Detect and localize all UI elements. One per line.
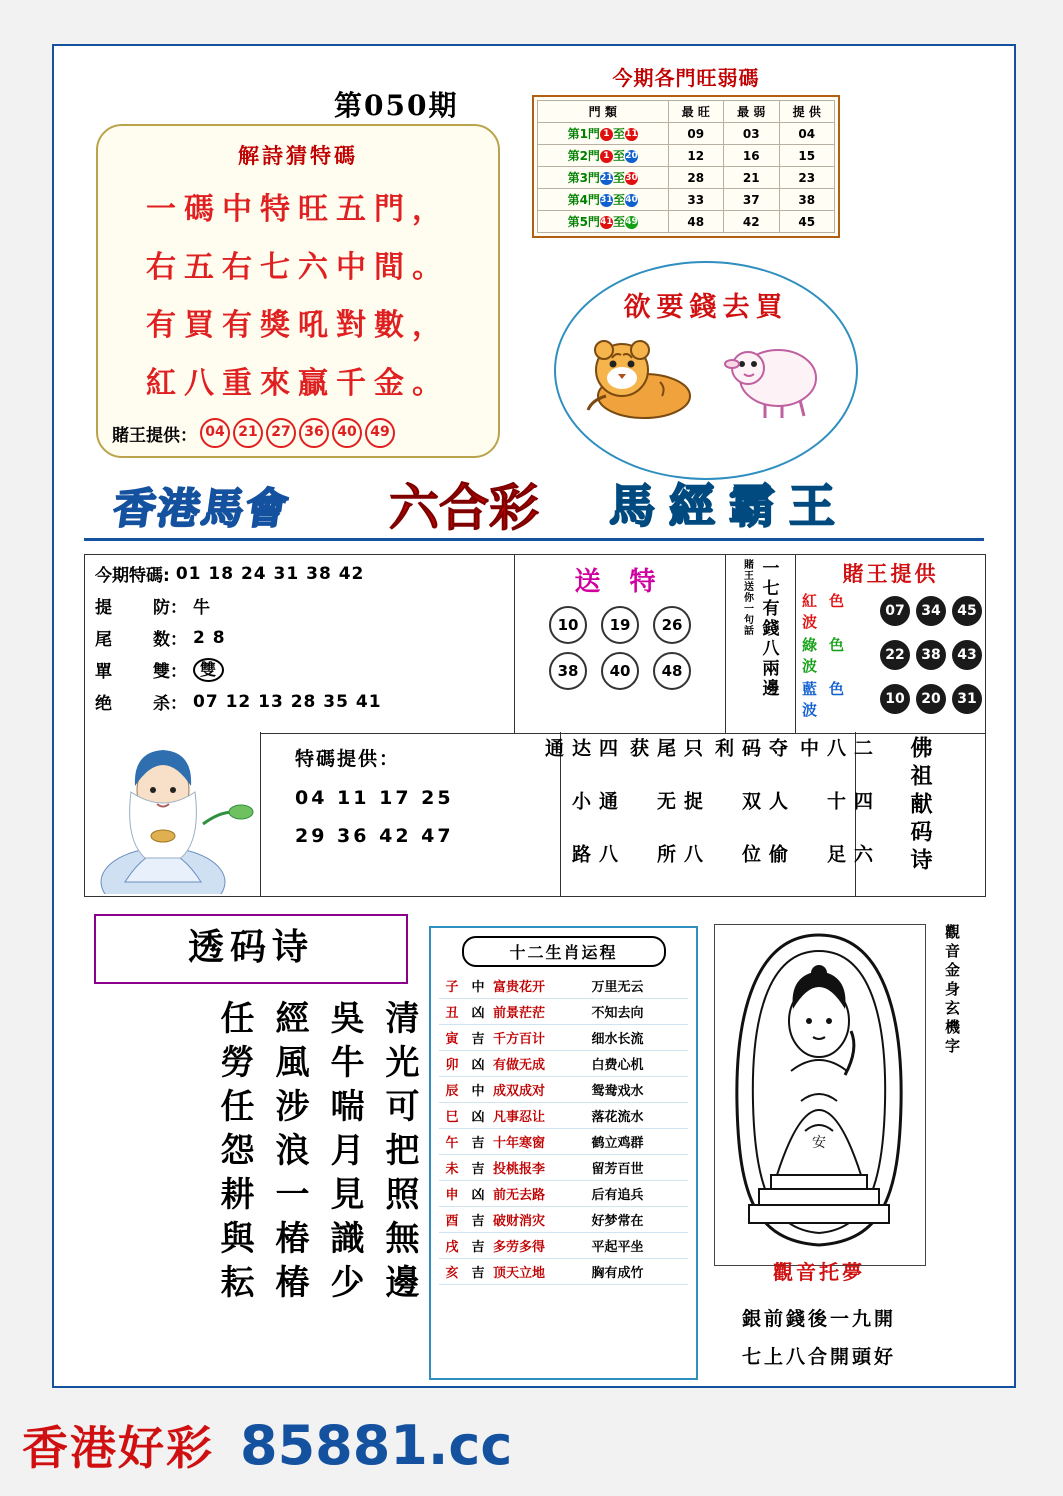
table-row: [439, 1155, 688, 1181]
gambler-ball: 31: [952, 684, 982, 714]
info-key: 單: [95, 662, 112, 682]
logo-band: [84, 464, 984, 552]
poster-page: [52, 44, 1016, 1388]
buddha-line-1: 銀前錢後一九開: [741, 1308, 896, 1330]
hot-cell: 33: [668, 189, 723, 211]
gambler-group: [796, 590, 985, 632]
gambler-ball: 07: [880, 596, 910, 626]
gambler-group-label: 藍色波: [802, 680, 857, 719]
col-cold: 最 弱: [724, 101, 779, 123]
poem-number: 36: [299, 418, 329, 448]
tema-supply: [261, 732, 561, 896]
info-key: 尾: [95, 630, 112, 650]
tiger-icon: [582, 334, 702, 424]
zodiac-luck: 吉: [465, 1129, 491, 1155]
issue-number: 第050期: [334, 89, 459, 122]
zodiac-animal: 辰: [439, 1077, 465, 1103]
range-to-ball: 40: [625, 195, 638, 205]
songte-ball: 38: [549, 652, 587, 690]
zodiac-phrase2: 鹤立鸡群: [590, 1129, 689, 1155]
strength-table-title: 今期各門旺弱碼: [612, 66, 760, 90]
buddha-poem-col: 四 通 八 达 小 路 通: [542, 738, 618, 869]
zodiac-animal: 酉: [439, 1207, 465, 1233]
songte-ball: 19: [601, 606, 639, 644]
zodiac-phrase2: 留芳百世: [590, 1155, 689, 1181]
gambler-panel: [796, 555, 985, 733]
zodiac-phrase1: 前景茫茫: [491, 999, 590, 1025]
special-label: 今期特碼:: [95, 566, 170, 586]
footer-url[interactable]: 85881.cc: [240, 1413, 513, 1477]
supply-cell: 38: [779, 189, 835, 211]
big-poem-col: 吳牛喘月見識少: [324, 1000, 364, 1308]
table-header-row: [538, 101, 835, 123]
songte-balls: [515, 606, 725, 690]
table-row: [538, 167, 835, 189]
big-poem-col: 經風涉浪一椿椿: [269, 1000, 309, 1308]
gambler-ball: 20: [916, 684, 946, 714]
zodiac-phrase2: 白费心机: [590, 1051, 689, 1077]
info-value: 07 12 13 28 35 41: [193, 691, 382, 712]
info-value: 2 8: [193, 627, 226, 648]
side-big-text: 一七有錢八兩邊: [758, 559, 779, 699]
tema-numbers-line: 04 11 17 25: [295, 787, 454, 809]
promo-title: 欲要錢去買: [623, 292, 789, 323]
gambler-balls: [880, 684, 982, 714]
men-cell: 第3門21至30: [538, 167, 669, 189]
brand-lottery: 六合彩: [389, 478, 539, 537]
zodiac-luck: 凶: [465, 1051, 491, 1077]
supply-cell: 04: [779, 123, 835, 145]
zodiac-phrase2: 好梦常在: [590, 1207, 689, 1233]
info-value: 牛: [193, 598, 211, 618]
toumashi-box: [94, 914, 408, 984]
guanyin-portrait: [85, 732, 261, 896]
zodiac-table: [439, 973, 688, 1285]
gambler-ball: 43: [952, 640, 982, 670]
hot-cell: 28: [668, 167, 723, 189]
guanyin-figure-icon: [85, 732, 260, 894]
buddha-poem-col: 二 四 六 八 十 足 中: [797, 738, 873, 869]
cold-cell: 03: [724, 123, 779, 145]
supply-cell: 23: [779, 167, 835, 189]
songte-panel: [515, 555, 726, 733]
zodiac-animal: 卯: [439, 1051, 465, 1077]
zodiac-phrase1: 顶天立地: [491, 1259, 590, 1285]
side-small-text: 賭王送你一句話: [741, 559, 753, 636]
zodiac-phrase1: 有做无成: [491, 1051, 590, 1077]
songte-ball-row: [549, 652, 691, 690]
hot-cell: 12: [668, 145, 723, 167]
info-row: [95, 657, 504, 682]
riddle-poem-box: [96, 124, 500, 458]
zodiac-luck: 中: [465, 1077, 491, 1103]
gambler-group-label: 紅色波: [802, 592, 857, 631]
zodiac-luck: 吉: [465, 1155, 491, 1181]
zodiac-phrase1: 千方百计: [491, 1025, 590, 1051]
poem-line: 右五右七六中間。: [146, 250, 450, 285]
info-row: [95, 593, 504, 618]
gambler-balls: [880, 596, 982, 626]
zodiac-luck: 吉: [465, 1259, 491, 1285]
table-row: [538, 189, 835, 211]
zodiac-animal: 子: [439, 973, 465, 999]
zodiac-luck: 中: [465, 973, 491, 999]
footer-bar: [0, 1400, 1063, 1490]
info-row: [95, 689, 504, 714]
gambler-balls: [880, 640, 982, 670]
zodiac-luck: 吉: [465, 1233, 491, 1259]
buddha-line-2: 七上八合開頭好: [741, 1346, 896, 1368]
cold-cell: 37: [724, 189, 779, 211]
zodiac-phrase2: 平起平坐: [590, 1233, 689, 1259]
songte-ball: 40: [601, 652, 639, 690]
zodiac-phrase1: 投桃报李: [491, 1155, 590, 1181]
info-key2: 防：: [153, 598, 187, 618]
zodiac-phrase1: 成双成对: [491, 1077, 590, 1103]
zodiac-title: 十二生肖运程: [462, 936, 666, 967]
strength-table: [537, 100, 835, 233]
sheep-icon: [720, 334, 830, 424]
table-row: [538, 211, 835, 233]
info-grid: [84, 554, 986, 734]
range-from-ball: 1: [600, 150, 613, 163]
songte-ball: 10: [549, 606, 587, 644]
col-hot: 最 旺: [668, 101, 723, 123]
supply-cell: 45: [779, 211, 835, 233]
toumashi-title: 透码诗: [187, 926, 314, 968]
zodiac-phrase1: 破财消灾: [491, 1207, 590, 1233]
gambler-title: 賭王提供: [842, 561, 939, 586]
songte-title: 送 特: [574, 567, 666, 597]
col-supply: 提 供: [779, 101, 835, 123]
buddha-icon: [715, 925, 923, 1263]
buddha-poem: [542, 732, 873, 896]
info-key2: 杀：: [153, 694, 187, 714]
svg-text:安: 安: [812, 1135, 826, 1151]
range-from-ball: 41: [600, 217, 613, 227]
poem-line: 一碼中特旺五門，: [146, 192, 450, 227]
table-row: [439, 1129, 688, 1155]
zodiac-phrase2: 鸳鸯戏水: [590, 1077, 689, 1103]
gambler-ball: 34: [916, 596, 946, 626]
cold-cell: 42: [724, 211, 779, 233]
table-row: [439, 1103, 688, 1129]
zodiac-luck: 凶: [465, 999, 491, 1025]
table-row: [439, 1181, 688, 1207]
range-from-ball: 31: [600, 195, 613, 205]
info-key2: 数：: [153, 630, 187, 650]
buddha-illustration: [714, 924, 926, 1266]
zodiac-phrase2: 胸有成竹: [590, 1259, 689, 1285]
poem-number: 40: [332, 418, 362, 448]
info-key2: 雙：: [153, 662, 187, 682]
zodiac-animal: 亥: [439, 1259, 465, 1285]
songte-ball: 48: [653, 652, 691, 690]
big-poem: [94, 1000, 424, 1380]
men-cell: 第5門41至49: [538, 211, 669, 233]
gambler-ball: 45: [952, 596, 982, 626]
special-row: [95, 561, 504, 586]
poem-number: 21: [233, 418, 263, 448]
zodiac-animal: 丑: [439, 999, 465, 1025]
zodiac-luck: 吉: [465, 1207, 491, 1233]
big-poem-col: 清光可把照無邊: [379, 1000, 419, 1308]
buddha-caption: 觀音托夢: [773, 1260, 865, 1284]
gambler-group-label: 綠色波: [802, 636, 857, 675]
gambler-ball: 22: [880, 640, 910, 670]
zodiac-animal: 申: [439, 1181, 465, 1207]
zodiac-luck: 吉: [465, 1025, 491, 1051]
promo-oval: [554, 261, 858, 480]
zodiac-animal: 戌: [439, 1233, 465, 1259]
table-row: [439, 1051, 688, 1077]
poem-number: 04: [200, 418, 230, 448]
bottom-section: [54, 904, 1014, 1384]
buddha-side-text: 觀音金身玄機字: [943, 924, 961, 1057]
zodiac-luck: 凶: [465, 1181, 491, 1207]
zodiac-animal: 午: [439, 1129, 465, 1155]
band-divider: [84, 538, 984, 541]
table-row: [439, 1077, 688, 1103]
gambler-group: [796, 634, 985, 676]
zodiac-phrase1: 前无去路: [491, 1181, 590, 1207]
range-from-ball: 1: [600, 128, 613, 141]
zodiac-phrase2: 万里无云: [590, 973, 689, 999]
table-row: [538, 123, 835, 145]
brand-hk: 香港馬會: [110, 484, 294, 533]
range-to-ball: 20: [625, 151, 638, 161]
info-key: 提: [95, 598, 112, 618]
poem-number: 27: [266, 418, 296, 448]
zodiac-luck: 凶: [465, 1103, 491, 1129]
supply-cell: 15: [779, 145, 835, 167]
zodiac-phrase2: 细水长流: [590, 1025, 689, 1051]
range-from-ball: 21: [600, 173, 613, 183]
gambler-ball: 10: [880, 684, 910, 714]
table-row: [439, 1207, 688, 1233]
songte-ball: 26: [653, 606, 691, 644]
gambler-group: [796, 678, 985, 720]
zodiac-animal: 巳: [439, 1103, 465, 1129]
poem-line: 紅八重來贏千金。: [146, 366, 450, 401]
poem-line: 有買有獎吼對數，: [146, 308, 450, 343]
table-row: [538, 145, 835, 167]
info-value-circled: 雙: [193, 658, 224, 682]
info-key: 绝: [95, 694, 112, 714]
info-left: [85, 555, 515, 733]
buddha-poem-col: 只 捉 八 尾 无 所 获: [627, 738, 703, 869]
tema-numbers-line: 29 36 42 47: [295, 825, 454, 847]
buddha-poem-label: 佛祖献码诗: [907, 736, 933, 876]
buddha-poem-col: 夺 人 偷 码 双 位 利: [712, 738, 788, 869]
info-row: [95, 625, 504, 650]
poem-number: 49: [365, 418, 395, 448]
zodiac-phrase1: 多劳多得: [491, 1233, 590, 1259]
gambler-ball: 38: [916, 640, 946, 670]
zodiac-phrase1: 十年寒窗: [491, 1129, 590, 1155]
zodiac-phrase2: 不知去向: [590, 999, 689, 1025]
big-poem-col: 任勞任怨耕與耘: [214, 1000, 254, 1308]
zodiac-phrase1: 凡事忍让: [491, 1103, 590, 1129]
hot-cell: 09: [668, 123, 723, 145]
guanyin-row: [84, 732, 986, 897]
cold-cell: 21: [724, 167, 779, 189]
zodiac-animal: 未: [439, 1155, 465, 1181]
tema-title: 特碼提供：: [295, 748, 401, 770]
brand-majing: 馬經霸王: [609, 479, 849, 533]
table-row: [439, 1233, 688, 1259]
strength-table-box: [532, 95, 840, 238]
special-numbers: 01 18 24 31 38 42: [175, 563, 365, 584]
table-row: [439, 1025, 688, 1051]
range-to-ball: 49: [625, 217, 638, 227]
col-men: 門 類: [538, 101, 669, 123]
zodiac-phrase1: 富贵花开: [491, 973, 590, 999]
hot-cell: 48: [668, 211, 723, 233]
poem-footer: [112, 418, 395, 448]
table-row: [439, 999, 688, 1025]
zodiac-phrase2: 落花流水: [590, 1103, 689, 1129]
range-to-ball: 30: [625, 173, 638, 183]
promo-animals: [556, 334, 856, 424]
poem-footer-label: 賭王提供：: [112, 425, 197, 446]
men-cell: 第1門 1 至11: [538, 123, 669, 145]
men-cell: 第4門31至40: [538, 189, 669, 211]
poem-title: 解詩猜特碼: [238, 143, 358, 168]
songte-ball-row: [549, 606, 691, 644]
men-cell: 第2門 1 至20: [538, 145, 669, 167]
range-to-ball: 11: [625, 129, 638, 139]
footer-brand: 香港好彩: [22, 1421, 214, 1475]
table-row: [439, 973, 688, 999]
cold-cell: 16: [724, 145, 779, 167]
strength-table-panel: [532, 62, 840, 238]
buddha-poem-label-wrap: [856, 732, 985, 896]
zodiac-phrase2: 后有追兵: [590, 1181, 689, 1207]
zodiac-panel: [429, 926, 698, 1380]
table-row: [439, 1259, 688, 1285]
songte-side-text: [726, 555, 796, 733]
zodiac-animal: 寅: [439, 1025, 465, 1051]
